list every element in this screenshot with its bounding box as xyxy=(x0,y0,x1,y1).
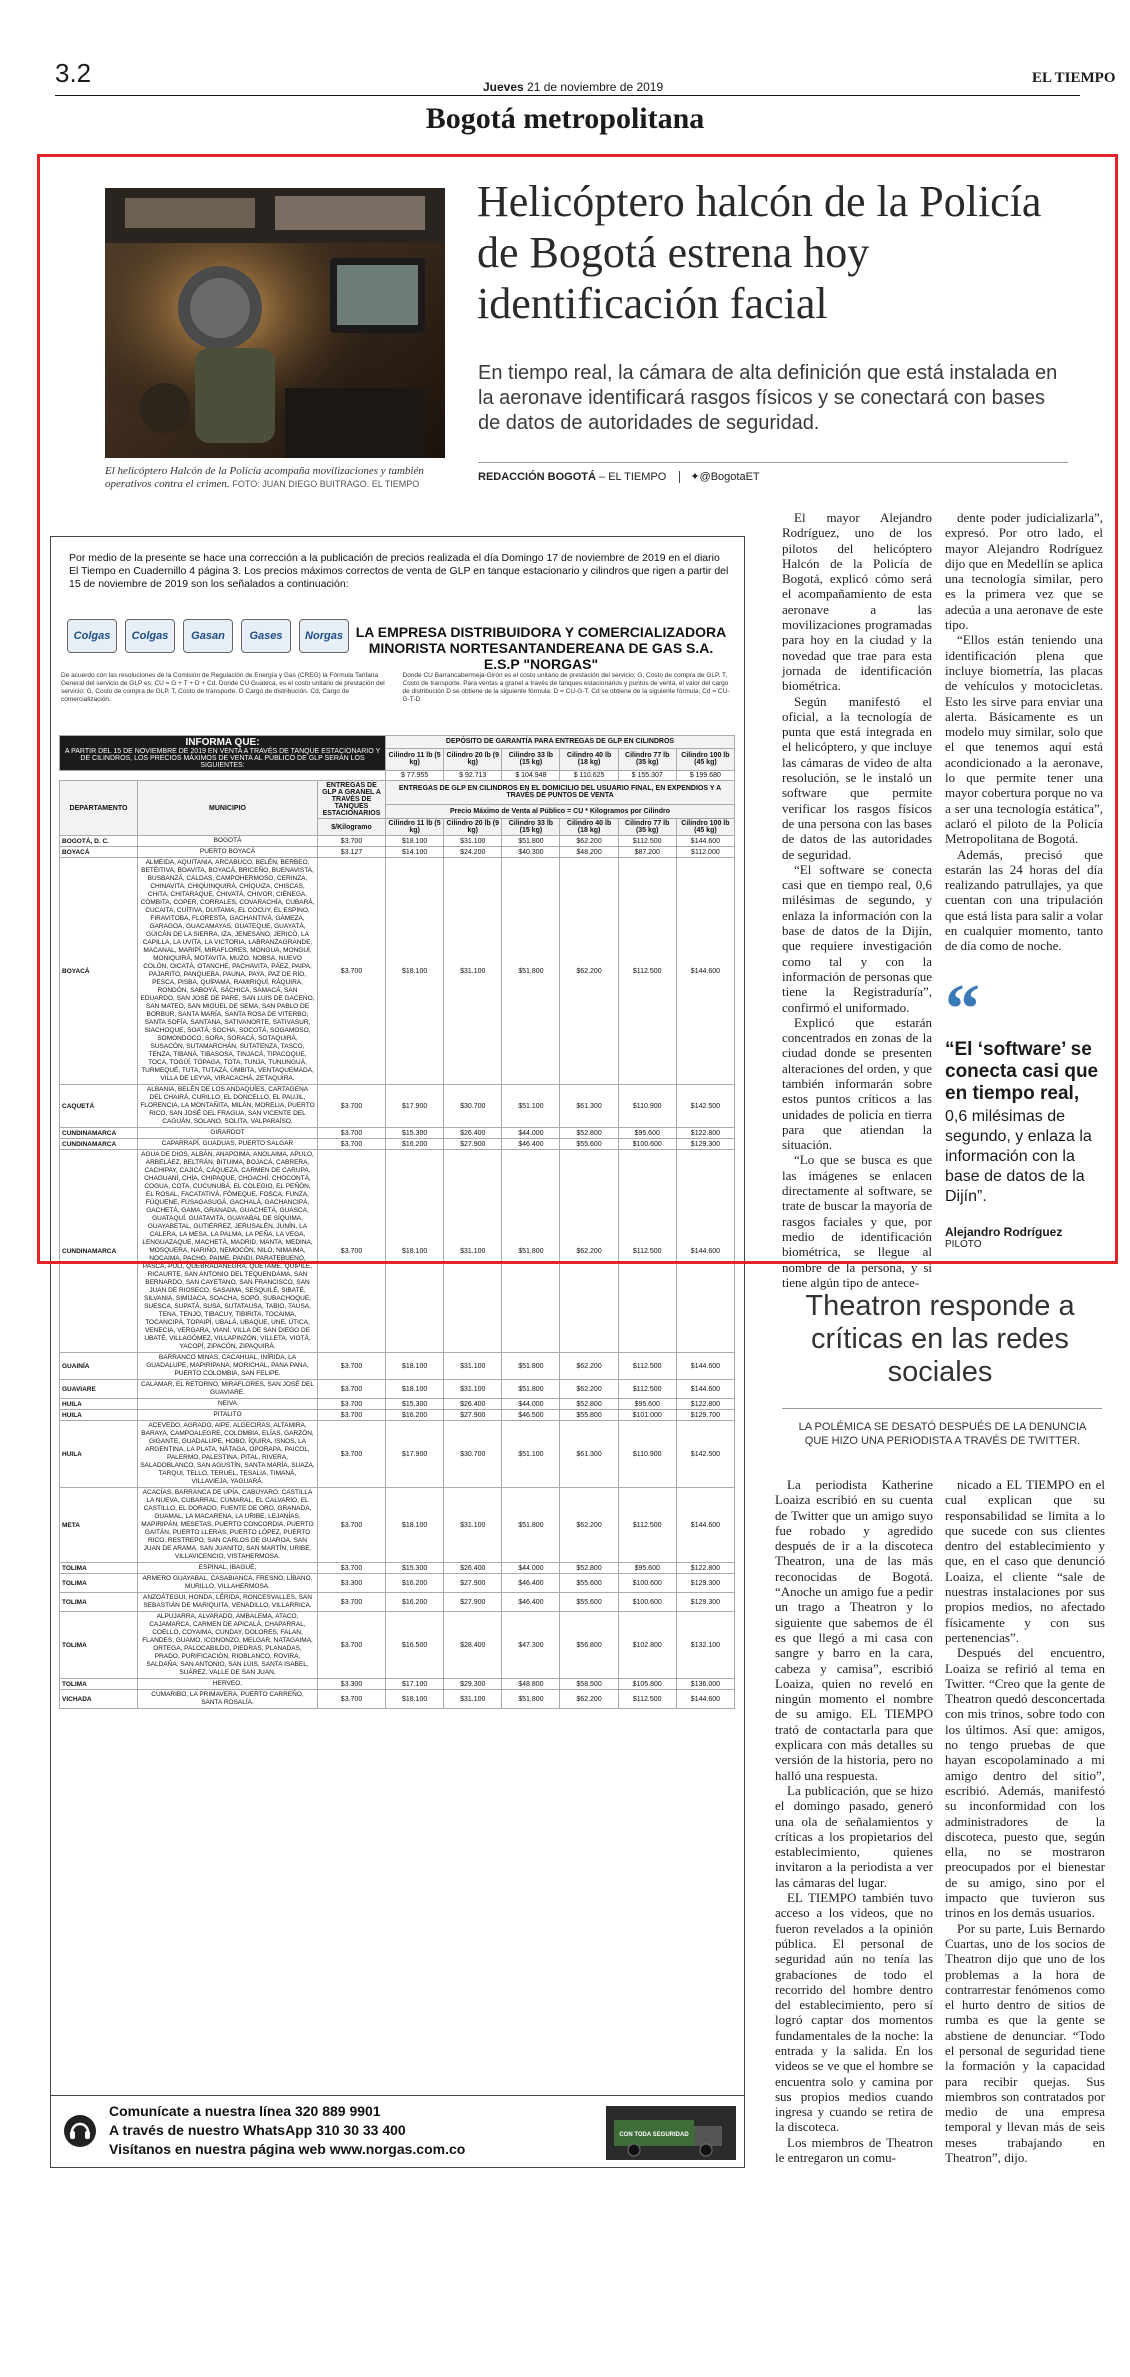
paragraph: La publicación, que se hizo el domingo pasado, generó una ola de señalamientos y críticas a los propietarios del establecimiento, quienes invitaron a la periodista a ver las cámaras del lugar. xyxy=(775,1782,933,1890)
cylinder-price-cell: $62.200 xyxy=(560,1488,618,1563)
cylinder-price-cell: $95.600 xyxy=(618,1128,676,1139)
masthead-rule xyxy=(55,95,1080,96)
ad-contact-lines xyxy=(109,2102,465,2159)
departamento-cell: CAQUETÁ xyxy=(60,1085,138,1128)
cylinder-price-cell: $52.800 xyxy=(560,1563,618,1574)
issue-day: Jueves xyxy=(483,80,524,94)
municipio-cell: ARMERO GUAYABAL, CASABIANCA, FRESNO, LÍBANO, MURILLO, VILLAHERMOSA. xyxy=(138,1574,318,1593)
cylinder-price-cell: $112.500 xyxy=(618,1690,676,1709)
cylinder-price-cell: $122.800 xyxy=(676,1399,734,1410)
departamento-cell: HUILA xyxy=(60,1421,138,1488)
table-row xyxy=(60,1612,735,1679)
table-row xyxy=(60,1593,735,1612)
cylinder-price-cell: $15.300 xyxy=(386,1128,444,1139)
cylinder-price-cell: $144.600 xyxy=(676,836,734,847)
cylinder-price-cell: $31.100 xyxy=(444,836,502,847)
cylinder-price-cell: $144.600 xyxy=(676,1690,734,1709)
cylinder-price-cell: $15.300 xyxy=(386,1399,444,1410)
norgas-logo: Norgas xyxy=(299,619,349,653)
cylinder-price-cell: $52.800 xyxy=(560,1399,618,1410)
byline-desk: REDACCIÓN BOGOTÁ xyxy=(478,471,596,483)
cylinder-price-cell: $26.400 xyxy=(444,1399,502,1410)
cylinder-price-cell: $122.800 xyxy=(676,1563,734,1574)
truck-label: CON TODA SEGURIDAD xyxy=(619,2132,689,2138)
colgas-logo: Colgas xyxy=(67,619,117,653)
cylinder-price-cell: $48.800 xyxy=(502,1679,560,1690)
deposit-value: $ 104.948 xyxy=(502,771,560,781)
deposit-header-cell: Cilindro 33 lb (15 kg) xyxy=(502,748,560,770)
cylinder-price-cell: $142.500 xyxy=(676,1421,734,1488)
cylinder-price-cell: $18.100 xyxy=(386,858,444,1085)
municipio-cell: ALPUJARRA, ALVARADO, AMBALEMA, ATACO, CAJAMARCA, CARMEN DE APICALÁ, CHAPARRAL, COELLO, COYAIMA, CUNDAY, DOLORES, FALAN, FLANDES, GUAMO, ICONONZO, MELGAR, NATAGAIMA, ORTEGA, PALOCABILDO, PIEDRAS, PLANADAS, PRADO, PURIFICACIÓN, RIOBLANCO, ROVIRA, SALDAÑA, SAN ANTONIO, SAN LUIS, SANTA ISABEL, SUÁREZ, VALLE DE SAN JUAN, xyxy=(138,1612,318,1679)
cylinder-price-cell: $144.600 xyxy=(676,858,734,1085)
granel-price-cell: $3.700 xyxy=(318,1690,386,1709)
cylinder-price-cell: $110.900 xyxy=(618,1421,676,1488)
cylinder-price-cell: $16.200 xyxy=(386,1574,444,1593)
municipio-cell: ACACÍAS, BARRANCA DE UPÍA, CABUYARO, CASTILLA LA NUEVA, CUBARRAL, CUMARAL, EL CALVARIO, EL CASTILLO, EL DORADO, FUENTE DE ORO, GRANADA, GUAMAL, LA MACARENA, LA URIBE, LEJANÍAS, MAPIRIPÁN, MESETAS, PUERTO CONCORDIA, PUERTO GAITÁN, PUERTO LLERAS, PUERTO LÓPEZ, PUERTO RICO, RESTREPO, SAN CARLOS DE GUAROA, SAN JUAN DE ARAMA, SAN JUANITO, SAN MARTÍN, URIBE, VILLAVICENCIO, VISTAHERMOSA. xyxy=(138,1488,318,1563)
municipio-cell: CAPARRAPÍ, GUADUAS, PUERTO SALGAR xyxy=(138,1139,318,1150)
granel-price-cell: $3.700 xyxy=(318,1612,386,1679)
quote-mark-icon: “ xyxy=(945,971,980,1048)
departamento-cell: BOYACÁ xyxy=(60,847,138,858)
cylinder-price-cell: $56.800 xyxy=(560,1612,618,1679)
municipio-cell: AGUA DE DIOS, ALBÁN, ANAPOIMA, ANOLAIMA, APULO, ARBELÁEZ, BELTRÁN, BITUIMA, BOJACÁ, CABRERA, CACHIPAY, CAJICÁ, CÁQUEZA, CARMEN DE CARUPA, CHAGUANÍ, CHÍA, CHIPAQUE, CHOACHÍ, CHOCONTÁ, COGUA, COTA, CUCUNUBÁ, EL COLEGIO, EL PEÑÓN, EL ROSAL, FACATATIVÁ, FÓMEQUE, FOSCA, FUNZA, FÚQUENE, FUSAGASUGÁ, GACHALÁ, GACHANCIPÁ, GACHETÁ, GAMA, GRANADA, GUACHETÁ, GUASCA, GUATAQUÍ, GUATAVITA, GUAYABAL DE SÍQUIMA, GUAYABETAL, GUTIÉRREZ, JERUSALÉN, JUNÍN, LA CALERA, LA MESA, LA PALMA, LA PEÑA, LA VEGA, LENGUAZAQUE, MACHETÁ, MADRID, MANTA, MEDINA, MOSQUERA, NARIÑO, NEMOCÓN, NILO, NIMAIMA, NOCAIMA, PACHO, PAIME, PANDI, PARATEBUENO, PASCA, PULÍ, QUEBRADANEGRA, QUETAME, QUIPILE, RICAURTE, SAN ANTONIO DEL TEQUENDAMA, SAN BERNARDO, SAN CAYETANO, SAN FRANCISCO, SAN JUAN DE RIOSECO, SASAIMA, SESQUILÉ, SIBATÉ, SILVANIA, SIMIJACA, SOACHA, SOPÓ, SUBACHOQUE, SUESCA, SUPATÁ, SUSA, SUTATAUSA, TABIO, TAUSA, TENA, TENJO, TIBACUY, TIBIRITA, TOCAIMA, TOCANCIPÁ, TOPAIPÍ, UBALÁ, UBAQUE, UNE, ÚTICA, VENECIA, VERGARA, VIANÍ, VILLA DE SAN DIEGO DE UBATÉ, VILLAGÓMEZ, VILLAPINZÓN, VILLETA, VIOTÁ, YACOPÍ, ZIPACÓN, ZIPAQUIRÁ. xyxy=(138,1150,318,1353)
granel-price-cell: $3.700 xyxy=(318,1085,386,1128)
departamento-cell: CUNDINAMARCA xyxy=(60,1150,138,1353)
cylinder-price-cell: $14.100 xyxy=(386,847,444,858)
deposit-title: DEPÓSITO DE GARANTÍA PARA ENTREGAS DE GLP EN CILINDROS xyxy=(386,736,735,749)
granel-price-cell: $3.700 xyxy=(318,836,386,847)
ad-legal-text xyxy=(61,672,736,704)
cylinder-price-cell: $100.600 xyxy=(618,1139,676,1150)
cylinder-price-cell: $142.500 xyxy=(676,1085,734,1128)
municipio-cell: ALBANIA, BELÉN DE LOS ANDAQUÍES, CARTAGENA DEL CHAIRÁ, CURILLO, EL DONCELLO, EL PAUJIL, FLORENCIA, LA MONTAÑITA, MILÁN, MORELIA, PUERTO RICO, SAN JOSÉ DEL FRAGUA, SAN VICENTE DEL CAGUÁN, SOLANO, SOLITA, VALPARAÍSO. xyxy=(138,1085,318,1128)
legal-right: Donde CU Barrancabermeja-Girón es el costo unitario de prestación del servicio; G, Costo de compra de GLP. T, Costo de transporte. Para ventas a granel a través de tanques estacionarios y puntos de venta, el valor del cargo de distribución D se obtiene de la siguiente fórmula: D = CU-G-T. Cd se obtiene de la siguiente fórmula: Cd = CU-G-T-D xyxy=(402,672,730,703)
departamento-cell: GUAINÍA xyxy=(60,1353,138,1380)
granel-price-cell: $3.300 xyxy=(318,1679,386,1690)
cylinder-price-cell: $55.600 xyxy=(560,1139,618,1150)
departamento-cell: HUILA xyxy=(60,1410,138,1421)
cylinder-price-cell: $31.100 xyxy=(444,1380,502,1399)
cylinder-price-cell: $144.600 xyxy=(676,1380,734,1399)
table-row xyxy=(60,1488,735,1563)
municipio-cell: CALAMAR, EL RETORNO, MIRAFLORES, SAN JOSÉ DEL GUAVIARE. xyxy=(138,1380,318,1399)
paragraph: El mayor Alejandro Rodríguez, uno de los pilotos del helicóptero Halcón de la Policía de Bogotá, explicó cómo será el acompañamiento de esta aeronave a las movilizaciones programadas para hoy en la ciudad y la novedad que trae para esta jornada de identificación biométrica. xyxy=(782,510,932,694)
cylinder-price-cell: $62.200 xyxy=(560,1380,618,1399)
paragraph: Explicó que estarán concentrados en zonas de la ciudad donde se presenten alteraciones del orden, y que también informarán sobre estos puntos críticos a las unidades de policía en tierra para que atiendan la situación. xyxy=(782,1014,932,1153)
column-header-row xyxy=(60,781,735,805)
cylinder-price-cell: $18.100 xyxy=(386,1488,444,1563)
departamento-cell: TOLIMA xyxy=(60,1563,138,1574)
cylinder-price-cell: $17.900 xyxy=(386,1085,444,1128)
cylinder-header-cell: Cilindro 77 lb (35 kg) xyxy=(618,819,676,836)
table-row xyxy=(60,847,735,858)
granel-unit-header: $/Kilogramo xyxy=(318,819,386,836)
paragraph: Los miembros de Theatron le entregaron un comu- xyxy=(775,2134,933,2166)
departamento-cell: BOYACÁ xyxy=(60,858,138,1085)
cylinder-price-cell: $112.500 xyxy=(618,1380,676,1399)
deposit-header-cell: Cilindro 11 lb (5 kg) xyxy=(386,748,444,770)
deposit-value: $ 110.625 xyxy=(560,771,618,781)
cylinder-price-cell: $30.700 xyxy=(444,1085,502,1128)
cylinder-price-cell: $40.300 xyxy=(502,847,560,858)
paragraph: EL TIEMPO también tuvo acceso a los videos, que no fueron revelados a la opinión pública. El personal de seguridad aún no tenía las grabaciones de todo el recorrido del hombre dentro del establecimiento, pero sí logró captar dos momentos fundamentales de la noche: la entrada y la salida. En los videos se ve que el hombre se encuentra solo y camina por sus propios medios cuando ingresa y cuando se retira de la discoteca. xyxy=(775,1890,933,2135)
cylinder-price-cell: $129.300 xyxy=(676,1593,734,1612)
table-row xyxy=(60,858,735,1085)
twitter-handle[interactable] xyxy=(679,471,759,483)
cylinder-price-cell: $144.600 xyxy=(676,1488,734,1563)
cylinder-price-cell: $27.900 xyxy=(444,1410,502,1421)
contact-web: Visítanos en nuestra página web www.norgas.com.co xyxy=(109,2141,466,2157)
helicopter-photo xyxy=(105,188,445,458)
issue-date xyxy=(483,80,663,94)
cylinder-price-cell: $110.900 xyxy=(618,1085,676,1128)
cylinder-price-cell: $31.100 xyxy=(444,858,502,1085)
cylinder-price-cell: $105.800 xyxy=(618,1679,676,1690)
departamento-cell: BOGOTÁ, D. C. xyxy=(60,836,138,847)
cylinder-price-cell: $112.500 xyxy=(618,1353,676,1380)
cylinder-price-cell: $62.200 xyxy=(560,1150,618,1353)
cylinder-price-cell: $51.800 xyxy=(502,1690,560,1709)
cylinder-price-cell: $55.600 xyxy=(560,1593,618,1612)
cylinder-price-cell: $129.300 xyxy=(676,1139,734,1150)
cylinder-price-cell: $102.800 xyxy=(618,1612,676,1679)
deposit-value: $ 77.955 xyxy=(386,771,444,781)
table-row xyxy=(60,1679,735,1690)
cylinder-price-cell: $18.100 xyxy=(386,1150,444,1353)
cylinder-price-cell: $100.600 xyxy=(618,1574,676,1593)
municipio-cell: HERVEO, xyxy=(138,1679,318,1690)
photo-credit: FOTO: JUAN DIEGO BUITRAGO. EL TIEMPO xyxy=(232,479,420,489)
paragraph: Según manifestó el oficial, a la tecnología de punta que está integrada en el helicóptero, y que incluye las cámaras de video de alta resolución, se le instaló un software que permite verificar los rasgos físicos de una persona con las bases de datos de las autoridades de seguridad. xyxy=(782,693,932,862)
granel-price-cell: $3.300 xyxy=(318,1574,386,1593)
contact-phone: Comunícate a nuestra línea 320 889 9901 xyxy=(109,2103,381,2119)
granel-price-cell: $3.700 xyxy=(318,1563,386,1574)
deposit-value: $ 199.680 xyxy=(676,771,734,781)
paragraph: nicado a EL TIEMPO en el cual explican que su responsabilidad se limita a lo que sucede con sus clientes dentro del establecimiento y que, en el caso que denunció Loaiza, el cliente “sale de nuestras instalaciones por sus propios medios, no afectado físicamente y con sus pertenencias”. xyxy=(945,1477,1105,1645)
deposit-header-cell: Cilindro 100 lb (45 kg) xyxy=(676,748,734,770)
deposit-value: $ 155.307 xyxy=(618,771,676,781)
cylinder-header-cell: Cilindro 11 lb (5 kg) xyxy=(386,819,444,836)
deposit-values-row xyxy=(60,771,735,781)
deposit-header-cell: Cilindro 40 lb (18 kg) xyxy=(560,748,618,770)
paragraph: Además, precisó que estarán las 24 horas del día realizando patrullajes, ya que cuentan con una tripulación que está lista para salir a volar en cualquier momento, tanto de día como de noche. xyxy=(945,846,1103,954)
contact-whatsapp: A través de nuestro WhatsApp 310 30 33 400 xyxy=(109,2122,406,2138)
granel-price-cell: $3.700 xyxy=(318,1410,386,1421)
cylinder-price-cell: $26.400 xyxy=(444,1563,502,1574)
departamento-cell: TOLIMA xyxy=(60,1612,138,1679)
photo-caption xyxy=(105,465,450,491)
paragraph: Después del encuentro, Loaiza se refirió al tema en Twitter. “Creo que la gente de Theatron quedó desconcertada con mis trinos, sobre todo con los últimos. Así que: amigos, no tengo pruebas de que hayan escopolaminado a mi amigo dentro del sitio”, escribió. Además, manifestó su inconformidad con los administradores de la discoteca, puesto que, según ella, no se mostraron preocupados por el bienestar de su amigo, sino por el impacto que tuvieron sus trinos en los demás usuarios. xyxy=(945,1645,1105,1921)
page-number: 3.2 xyxy=(55,58,92,88)
pull-quote xyxy=(945,971,1105,1250)
table-row xyxy=(60,1574,735,1593)
cylinder-header-cell: Cilindro 40 lb (18 kg) xyxy=(560,819,618,836)
cylinder-header-cell: Cilindro 33 lb (15 kg) xyxy=(502,819,560,836)
granel-price-cell: $3.700 xyxy=(318,1353,386,1380)
granel-price-cell: $3.700 xyxy=(318,858,386,1085)
cylinder-price-cell: $112.500 xyxy=(618,1488,676,1563)
cylinder-price-cell: $44.000 xyxy=(502,1399,560,1410)
granel-price-cell: $3.700 xyxy=(318,1139,386,1150)
table-row xyxy=(60,1690,735,1709)
cylinder-price-cell: $18.100 xyxy=(386,1380,444,1399)
cylinder-price-cell: $52.800 xyxy=(560,1128,618,1139)
cylinder-price-cell: $27.900 xyxy=(444,1574,502,1593)
twitter-handle-text: @BogotaET xyxy=(699,471,760,483)
cylinder-price-cell: $31.100 xyxy=(444,1488,502,1563)
cylinder-price-cell: $46.500 xyxy=(502,1410,560,1421)
cylinder-price-cell: $62.200 xyxy=(560,1690,618,1709)
ad-notice: Por medio de la presente se hace una corrección a la publicación de precios realizada el día Domingo 17 de noviembre de 2019 en el diario El Tiempo en Cuadernillo 4 página 3. Los precios máximos correctos de venta de GLP en tanque estacionario y cilindros que rigen a partir del 15 de noviembre de 2019 son los señalados a continuación: xyxy=(69,552,729,590)
cylinder-price-cell: $44.000 xyxy=(502,1563,560,1574)
headset-icon xyxy=(63,2114,97,2148)
cylinder-price-cell: $87.200 xyxy=(618,847,676,858)
cylinder-price-cell: $48.200 xyxy=(560,847,618,858)
cylinder-price-cell: $46.400 xyxy=(502,1139,560,1150)
cylinder-price-cell: $18.100 xyxy=(386,1690,444,1709)
granel-price-cell: $3.700 xyxy=(318,1488,386,1563)
issue-date-text: 21 de noviembre de 2019 xyxy=(527,80,664,94)
municipio-cell: ANZOÁTEGUI, HONDA, LÉRIDA, RONCESVALLES, SAN SEBASTIÁN DE MARIQUITA, VENADILLO, VILLARRICA. xyxy=(138,1593,318,1612)
cylinder-price-cell: $24.200 xyxy=(444,847,502,858)
granel-price-cell: $3.700 xyxy=(318,1380,386,1399)
municipio-cell: GIRARDOT xyxy=(138,1128,318,1139)
departamento-cell: GUAVIARE xyxy=(60,1380,138,1399)
municipio-cell: ALMEIDA, AQUITANIA, ARCABUCO, BELÉN, BERBEO, BETÉITIVA, BOAVITA, BOYACÁ, BRICEÑO, BUENAVISTA, BUSBANZÁ, CALDAS, CAMPOHERMOSO, CERINZA, CHINAVITA, CHIQUINQUIRÁ, CHÍQUIZA, CHISCAS, CHITA, CHITARAQUE, CHIVATÁ, CHIVOR, CIÉNEGA, CÓMBITA, COPER, CORRALES, COVARACHÍA, CUBARÁ, CUCAITA, CUÍTIVA, DUITAMA, EL COCUY, EL ESPINO, FIRAVITOBA, FLORESTA, GACHANTIVÁ, GÁMEZA, GARAGOA, GUACAMAYAS, GUATEQUE, GUAYATÁ, GÜICÁN DE LA SIERRA, IZA, JENESANO, JERICÓ, LA CAPILLA, LA UVITA, LA VICTORIA, LABRANZAGRANDE, MACANAL, MARIPÍ, MIRAFLORES, MONGUA, MONGUÍ, MONIQUIRÁ, MOTAVITA, MUZO, NOBSA, NUEVO COLÓN, OICATÁ, OTANCHE, PACHAVITA, PÁEZ, PAIPA, PAJARITO, PANQUEBA, PAUNA, PAYA, PAZ DE RÍO, PESCA, PISBA, QUÍPAMA, RAMIRIQUÍ, RÁQUIRA, RONDÓN, SABOYÁ, SÁCHICA, SAMACÁ, SAN EDUARDO, SAN JOSÉ DE PARE, SAN LUIS DE GACENO, SAN MATEO, SAN MIGUEL DE SEMA, SAN PABLO DE BORBUR, SANTA MARÍA, SANTA ROSA DE VITERBO, SANTA SOFÍA, SANTANA, SATIVANORTE, SATIVASUR, SIACHOQUE, SOATÁ, SOCHA, SOCOTÁ, SOGAMOSO, SOMONDOCO, SORA, SORACÁ, SOTAQUIRÁ, SUSACÓN, SUTAMARCHÁN, SUTATENZA, TASCO, TENZA, TIBANÁ, TIBASOSA, TINJACÁ, TIPACOQUE, TOCA, TOGÜÍ, TÓPAGA, TOTA, TUNJA, TUNUNGUÁ, TURMEQUÉ, TUTA, TUTAZÁ, ÚMBITA, VENTAQUEMADA, VILLA DE LEYVA, VIRACACHÁ, ZETAQUIRA. xyxy=(138,858,318,1085)
granel-price-cell: $3.700 xyxy=(318,1150,386,1353)
cylinder-price-cell: $29.300 xyxy=(444,1679,502,1690)
cylinder-price-cell: $95.600 xyxy=(618,1563,676,1574)
cylinder-price-cell: $55.800 xyxy=(560,1410,618,1421)
table-row xyxy=(60,1410,735,1421)
cylinder-price-cell: $51.800 xyxy=(502,1150,560,1353)
municipio-cell: ACEVEDO, AGRADO, AIPE, ALGECIRAS, ALTAMIRA, BARAYA, CAMPOALEGRE, COLOMBIA, ELÍAS, GARZÓN, GIGANTE, GUADALUPE, HOBO, ÍQUIRA, ISNOS, LA ARGENTINA, LA PLATA, NÁTAGA, OPORAPA, PAICOL, PALERMO, PALESTINA, PITAL, RIVERA, SALADOBLANCO, SAN AGUSTÍN, SANTA MARÍA, SUAZA, TARQUI, TELLO, TERUEL, TESALIA, TIMANÁ, VILLAVIEJA, YAGUARÁ. xyxy=(138,1421,318,1488)
paragraph: dente poder judicializarla”, expresó. Por otro lado, el mayor Alejandro Rodríguez dijo que en Medellín se aplica una tecnología similar, pero es la primera vez que se adecúa a una aeronave de este tipo. xyxy=(945,510,1103,633)
paragraph: Por su parte, Luis Bernardo Cuartas, uno de los socios de Theatron dijo que uno de los problemas a la hora de contrarrestar fenómenos como el hurto dentro de sitios de rumba es que la gente se abstiene de denunciar. “Todo el personal de seguridad tiene la formación y la capacidad para recibir quejas. Sus miembros son contratados por medio de una empresa temporal y llevan más de seis meses trabajando en Theatron”, dijo. xyxy=(945,1920,1105,2166)
informa-text: A PARTIR DEL 15 DE NOVIEMBRE DE 2019 EN VENTA A TRAVÉS DE TANQUE ESTACIONARIO Y DE CILINDROS, LOS PRECIOS MÁXIMOS DE VENTA AL PÚBLICO DE GLP SERÁN LOS SIGUIENTES: xyxy=(64,748,381,769)
cylinder-price-cell: $46.400 xyxy=(502,1593,560,1612)
informa-header xyxy=(60,736,386,771)
cylinder-price-cell: $62.200 xyxy=(560,858,618,1085)
byline-outlet: – EL TIEMPO xyxy=(599,471,667,483)
granel-price-cell: $3.700 xyxy=(318,1128,386,1139)
granel-price-cell: $3.700 xyxy=(318,1421,386,1488)
cylinder-price-cell: $144.600 xyxy=(676,1353,734,1380)
municipio-cell: NEIVA xyxy=(138,1399,318,1410)
cylinder-price-cell: $27.900 xyxy=(444,1593,502,1612)
paragraph: “El software se conecta casi que en tiempo real, 0,6 milésimas de segundo, y enlaza la información con la base de datos de la Dijín, que requiere investigación como tal y con la información de personas que tiene la Registraduría”, confirmó el uniformado. xyxy=(782,861,932,1015)
twitter-icon: ✦ xyxy=(690,470,700,483)
cylinder-price-cell: $122.800 xyxy=(676,1128,734,1139)
table-row xyxy=(60,1563,735,1574)
paragraph: La periodista Katherine Loaiza escribió en su cuenta de Twitter que un amigo suyo fue robado y agredido después de ir a la discoteca Theatron, una de las más reconocidas de Bogotá. “Anoche un amigo fue a pedir un trago a Theatron y lo siguiente que sabemos de él es que llegó a mi casa con sangre y barro en la cara, cabeza y camisa”, escribió Loaiza, quien no reveló en ningún momento el nombre de su amigo. EL TIEMPO trató de contactarla para que explicara con más detalles su versión de la historia, pero no halló una respuesta. xyxy=(775,1477,933,1783)
municipio-cell: PUERTO BOYACÁ xyxy=(138,847,318,858)
cylinder-price-cell: $51.800 xyxy=(502,1353,560,1380)
cylinder-price-cell: $112.500 xyxy=(618,858,676,1085)
cylinder-price-cell: $55.600 xyxy=(560,1574,618,1593)
cylinder-price-cell: $132.100 xyxy=(676,1612,734,1679)
granel-price-cell: $3.127 xyxy=(318,847,386,858)
deposit-value: $ 92.713 xyxy=(444,771,502,781)
departamento-cell: TOLIMA xyxy=(60,1679,138,1690)
table-row xyxy=(60,1353,735,1380)
cylinder-header-cell: Cilindro 100 lb (45 kg) xyxy=(676,819,734,836)
departamento-cell: TOLIMA xyxy=(60,1574,138,1593)
cylinder-price-cell: $44.000 xyxy=(502,1128,560,1139)
cylinder-price-cell: $27.900 xyxy=(444,1139,502,1150)
deposit-values-spacer xyxy=(60,771,386,781)
departamento-cell: TOLIMA xyxy=(60,1593,138,1612)
cylinder-price-cell: $112.500 xyxy=(618,1150,676,1353)
cylinder-price-cell: $129.700 xyxy=(676,1410,734,1421)
cylinder-price-cell: $51.800 xyxy=(502,1488,560,1563)
story2-column-1 xyxy=(775,1477,933,2165)
cilindros-header: ENTREGAS DE GLP EN CILINDROS EN EL DOMICILIO DEL USUARIO FINAL, EN EXPENDIOS Y A TRAVÉS DE PUNTOS DE VENTA xyxy=(386,781,735,805)
cylinder-price-cell: $136.000 xyxy=(676,1679,734,1690)
gas-price-advertisement xyxy=(50,536,745,2168)
informa-title: INFORMA QUE: xyxy=(185,737,260,748)
section-title: Bogotá metropolitana xyxy=(425,102,705,135)
cylinder-price-cell: $51.800 xyxy=(502,858,560,1085)
cylinder-header-cell: Cilindro 20 lb (9 kg) xyxy=(444,819,502,836)
cylinder-price-cell: $112.500 xyxy=(618,836,676,847)
table-row xyxy=(60,1085,735,1128)
departamento-cell: VICHADA xyxy=(60,1690,138,1709)
story-column-1 xyxy=(782,510,932,1290)
table-row xyxy=(60,1380,735,1399)
colgas-logo: Colgas xyxy=(125,619,175,653)
cylinder-price-cell: $51.100 xyxy=(502,1421,560,1488)
story-deck: En tiempo real, la cámara de alta definición que está instalada en la aeronave identificará rasgos físicos y se conectará con bases de datos de autoridades de seguridad. xyxy=(478,362,1058,434)
cylinder-price-cell: $61.300 xyxy=(560,1421,618,1488)
price-table xyxy=(59,735,735,1709)
granel-header: ENTREGAS DE GLP A GRANEL A TRAVÉS DE TANQUES ESTACIONARIOS xyxy=(318,781,386,819)
cylinder-price-cell: $17.900 xyxy=(386,1421,444,1488)
table-row xyxy=(60,1421,735,1488)
granel-price-cell: $3.700 xyxy=(318,1399,386,1410)
story2-column-2 xyxy=(945,1477,1105,2165)
table-row xyxy=(60,836,735,847)
deposit-header-cell: Cilindro 20 lb (9 kg) xyxy=(444,748,502,770)
departamento-cell: HUILA xyxy=(60,1399,138,1410)
cylinder-price-cell: $51.800 xyxy=(502,1380,560,1399)
table-row xyxy=(60,1139,735,1150)
table-row xyxy=(60,1399,735,1410)
cockpit-image xyxy=(105,188,445,458)
cylinder-price-cell: $112.000 xyxy=(676,847,734,858)
gases-logo: Gases xyxy=(241,619,291,653)
story-column-2 xyxy=(945,510,1103,954)
municipio-cell: BARRANCO MINAS, CACAHUAL, INÍRIDA, LA GUADALUPE, MAPIRIPANA, MORICHAL, PANA PANA, PUERTO COLOMBIA, SAN FELIPE. xyxy=(138,1353,318,1380)
pull-quote-lead: “El ‘software’ se conecta casi que en tiempo real, xyxy=(945,1039,1099,1104)
story2-deck: LA POLÉMICA SE DESATÓ DESPUÉS DE LA DENUNCIA QUE HIZO UNA PERIODISTA A TRAVÉS DE TWITTER. xyxy=(798,1421,1087,1447)
cylinder-price-cell: $31.100 xyxy=(444,1150,502,1353)
cylinder-price-cell: $16.200 xyxy=(386,1593,444,1612)
municipio-cell: ESPINAL, IBAGUÉ, xyxy=(138,1563,318,1574)
cylinder-price-cell: $61.300 xyxy=(560,1085,618,1128)
cylinder-price-cell: $28.400 xyxy=(444,1612,502,1679)
cylinder-price-cell: $101.000 xyxy=(618,1410,676,1421)
cylinder-price-cell: $16.200 xyxy=(386,1410,444,1421)
cylinder-price-cell: $26.400 xyxy=(444,1128,502,1139)
story2-headline: Theatron responde a críticas en las redes sociales xyxy=(805,1290,1075,1388)
deposit-header-cell: Cilindro 77 lb (35 kg) xyxy=(618,748,676,770)
pull-quote-author: Alejandro Rodríguez xyxy=(945,1225,1063,1239)
cylinder-price-cell: $15.300 xyxy=(386,1563,444,1574)
cylinder-price-cell: $51.100 xyxy=(502,1085,560,1128)
cylinder-price-cell: $18.100 xyxy=(386,1353,444,1380)
cylinder-price-cell: $16.200 xyxy=(386,1139,444,1150)
municipio-cell: BOGOTÁ xyxy=(138,836,318,847)
story2-rule xyxy=(782,1408,1102,1409)
newspaper-brand: EL TIEMPO xyxy=(1032,70,1116,86)
paragraph: “Lo que se busca es que las imágenes se enlacen directamente al software, se trate de buscar la mayoría de rasgos faciales y que, por medio de identificación biométrica, se llegue al nombre de la persona, y si tiene algún tipo de antece- xyxy=(782,1152,932,1290)
gasan-logo: Gasan xyxy=(183,619,233,653)
cylinder-price-cell: $144.600 xyxy=(676,1150,734,1353)
legal-left: De acuerdo con las resoluciones de la Comisión de Regulación de Energía y Gas (CREG) la Fórmula Tarifaria General del servicio de GLP es: CU = G + T + D + Cd. Donde CU Guateca, es el costo unitario de prestación del servicio; G, Costo de compra de GLP. T, Costo de transporte. D Cargo de distribución. Cd, Cargo de comercialización. xyxy=(61,672,385,703)
cylinder-price-cell: $129.300 xyxy=(676,1574,734,1593)
table-row xyxy=(60,1128,735,1139)
municipio-cell: PITALITO xyxy=(138,1410,318,1421)
departamento-header: DEPARTAMENTO xyxy=(60,781,138,836)
cylinder-price-cell: $18.100 xyxy=(386,836,444,847)
cylinder-price-cell: $62.200 xyxy=(560,1353,618,1380)
municipio-cell: CUMARIBO, LA PRIMAVERA, PUERTO CARREÑO, SANTA ROSALÍA. xyxy=(138,1690,318,1709)
cylinder-price-cell: $100.600 xyxy=(618,1593,676,1612)
departamento-cell: META xyxy=(60,1488,138,1563)
logo-strip xyxy=(67,619,349,659)
cylinder-price-cell: $62.200 xyxy=(560,836,618,847)
ad-footer xyxy=(51,2095,744,2167)
byline xyxy=(478,470,760,483)
granel-price-cell: $3.700 xyxy=(318,1593,386,1612)
price-table-body xyxy=(60,836,735,1709)
paragraph: “Ellos están teniendo una identificación plena que incluye biometría, las placas de vehículos y motocicletas. Esto les sirve para enviar una alerta. Básicamente es un modelo muy similar, solo que el que tenemos aquí está acondicionado a la aeronave, lo que permite tener una mayor cobertura porque no va a ser una tecnología estática”, aclaró el piloto de la Policía Metropolitana de Bogotá. xyxy=(945,632,1103,847)
pull-quote-rest: 0,6 milésimas de segundo, y enlaza la información con la base de datos de la Dijín”. xyxy=(945,1108,1092,1205)
cylinder-price-cell: $58.500 xyxy=(560,1679,618,1690)
cilindros-subheader: Precio Máximo de Venta al Público = CU * Kilogramos por Cilindro xyxy=(386,804,735,818)
table-row xyxy=(60,1150,735,1353)
byline-rule xyxy=(478,462,1068,463)
cylinder-price-cell: $17.100 xyxy=(386,1679,444,1690)
cylinder-price-cell: $30.700 xyxy=(444,1421,502,1488)
departamento-cell: CUNDINAMARCA xyxy=(60,1128,138,1139)
headline: Helicóptero halcón de la Policía de Bogotá estrena hoy identificación facial xyxy=(477,177,1042,328)
departamento-cell: CUNDINAMARCA xyxy=(60,1139,138,1150)
cylinder-price-cell: $31.100 xyxy=(444,1353,502,1380)
cylinder-price-cell: $16.500 xyxy=(386,1612,444,1679)
cylinder-price-cell: $46.400 xyxy=(502,1574,560,1593)
municipio-header: MUNICIPIO xyxy=(138,781,318,836)
cylinder-price-cell: $95.600 xyxy=(618,1399,676,1410)
cylinder-price-cell: $31.100 xyxy=(444,1690,502,1709)
cylinder-price-cell: $47.300 xyxy=(502,1612,560,1679)
pull-quote-role: PILOTO xyxy=(945,1239,982,1250)
ad-company-name: LA EMPRESA DISTRIBUIDORA Y COMERCIALIZADORA MINORISTA NORTESANTANDEREANA DE GAS S.A. E.S.P "NORGAS" xyxy=(355,624,727,672)
delivery-truck-icon xyxy=(606,2106,736,2160)
cylinder-price-cell: $51.800 xyxy=(502,836,560,847)
caption-text: El helicóptero Halcón de la Policía acompaña movilizaciones y también operativos contra el crimen. xyxy=(105,465,424,490)
